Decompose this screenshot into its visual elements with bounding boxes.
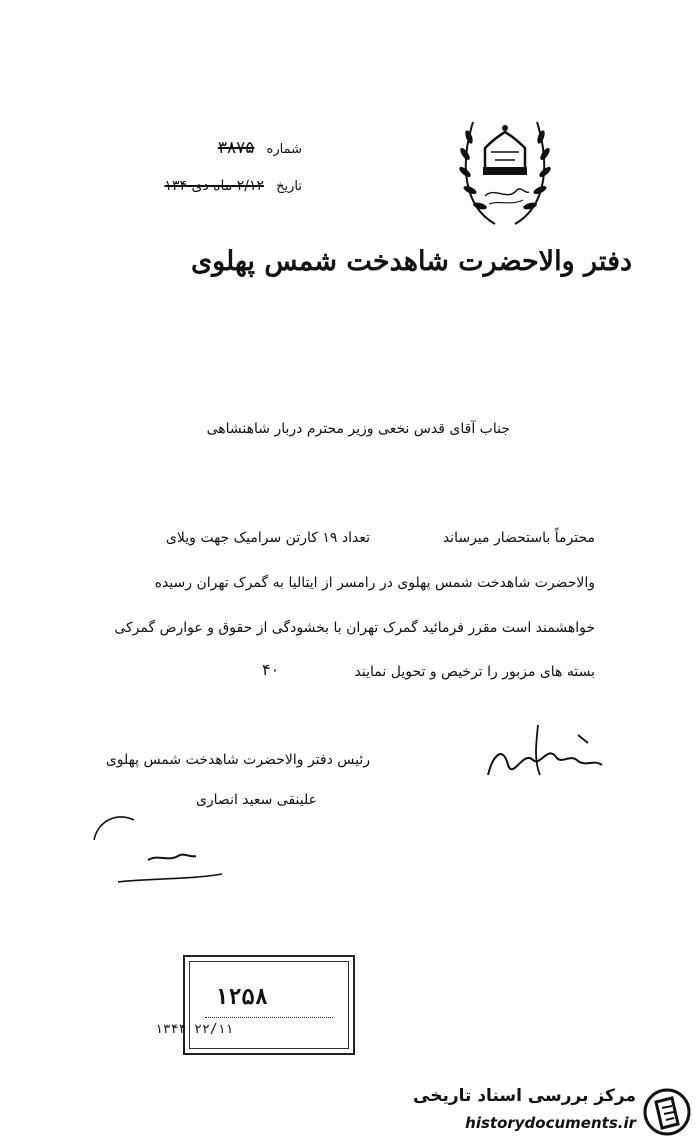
body-line-3: خواهشمند است مقرر فرمائید گمرک تهران با بخشودگی از حقوق و عوارض گمرکی — [114, 620, 595, 636]
stamp-number: ۱۲۵۸ — [215, 985, 268, 1010]
body-line-1-right: محترماً باستحضار میرساند — [442, 530, 595, 546]
letter-date — [164, 178, 302, 194]
number-value: ۳۸۷۵ — [217, 138, 255, 158]
signatory-name: علینقی سعید انصاری — [195, 792, 317, 808]
registration-stamp — [183, 955, 355, 1055]
document-logo-icon — [642, 1088, 692, 1136]
body-line-1-left: تعداد ۱۹ کارتن سرامیک جهت ویلای — [165, 530, 370, 546]
office-name: دفتر والاحضرت شاهدخت شمس پهلوی — [190, 246, 632, 277]
body-line-4: بسته های مزبور را ترخیص و تحویل نمایند — [354, 664, 595, 680]
date-label: تاریخ — [276, 179, 302, 194]
signatory-title: رئیس دفتر والاحضرت شاهدخت شمس پهلوی — [105, 752, 370, 768]
handwritten-initials — [88, 800, 228, 900]
stamp-date: ۱۳۴۴ ۲۲/۱۱ — [155, 1022, 234, 1037]
watermark — [408, 1084, 696, 1140]
watermark-site: historydocuments.ir — [465, 1114, 636, 1132]
stamp-underline — [205, 1017, 333, 1018]
watermark-org: مرکز بررسی اسناد تاریخی — [413, 1086, 636, 1106]
handwritten-signature — [478, 715, 608, 805]
body-line-2: والاحضرت شاهدخت شمس پهلوی در رامسر از ایتالیا به گمرک تهران رسیده — [154, 575, 595, 591]
date-value: ۲/۱۲ ماه دی ۱۳۴ — [164, 178, 264, 194]
letter-number — [218, 138, 302, 158]
addressee-line: جناب آقای قدس نخعی وزیر محترم دربار شاهنشاهی — [206, 421, 510, 437]
body-line-4-mark: ۴۰ — [262, 660, 280, 679]
number-label: شماره — [266, 142, 302, 157]
crown-in-laurel-wreath-emblem — [455, 112, 555, 230]
